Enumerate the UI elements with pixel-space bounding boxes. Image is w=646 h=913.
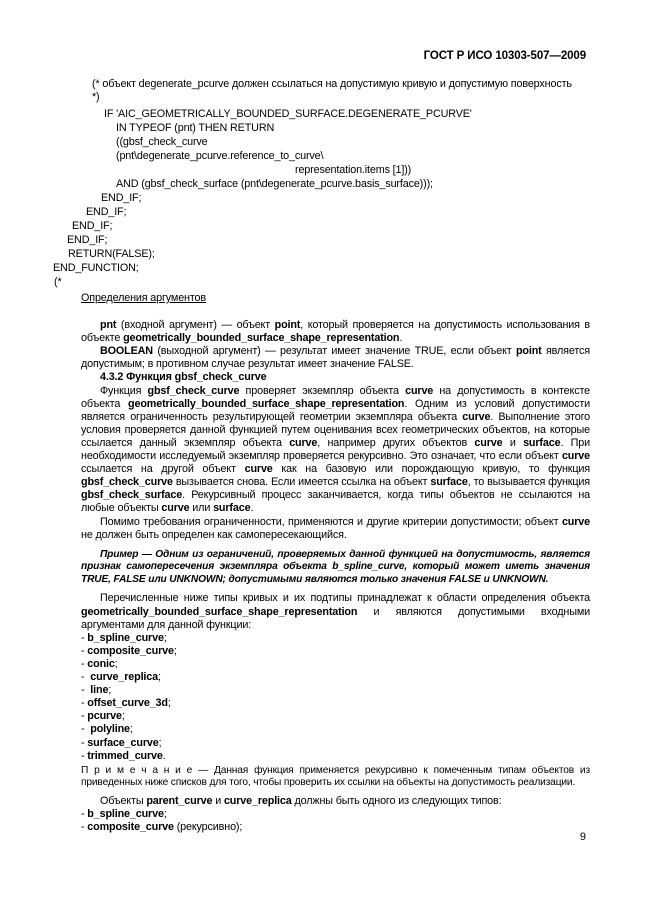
code-line: IN TYPEOF (pnt) THEN RETURN [116, 122, 275, 134]
list-item: - composite_curve (рекурсивно); [81, 821, 243, 834]
list-item: - pcurve; [81, 710, 125, 723]
list-item: - trimmed_curve. [81, 749, 166, 762]
code-line: AND (gbsf_check_surface (pnt\degenerate_pcurve.basis_surface))); [116, 178, 433, 190]
list-item: - offset_curve_3d; [81, 697, 171, 710]
list-item: - curve_replica; [81, 671, 161, 684]
code-line: END_IF; [101, 192, 142, 204]
list-item: - conic; [81, 657, 118, 670]
note-label: П р и м е ч а н и е [81, 764, 193, 776]
example-paragraph: Пример — Одним из ограничений, проверяемых данной функцией на допустимость, является признак самопересечения экземпляра объекта b_spline_curve, который может иметь значения TRUE, FALSE или UNKNOWN; допустимыми являются только значения FALSE и UNKNOWN. [81, 548, 590, 585]
list-intro: Перечисленные ниже типы кривых и их подтипы принадлежат к области определения объекта geometrically_bounded_surface_shape_representation и являются допустимыми входными аргументами для данной функции: [81, 592, 590, 631]
list-item: - b_spline_curve; [81, 631, 167, 644]
note-paragraph: П р и м е ч а н и е — Данная функция применяется рекурсивно к помеченным типам объектов из приведенных ниже списков для того, чтобы проверить их ссылки на объекты на допустимость реализации. [81, 764, 590, 789]
arg-boolean-paragraph: BOOLEAN (выходной аргумент) — результат имеет значение TRUE, если объект point является допустимым; в противном случае результат имеет значение FALSE. [81, 345, 590, 371]
function-description: Функция gbsf_check_curve проверяет экземпляр объекта curve на допустимость в контексте объекта geometrically_bounded_surface_shape_representation. Одним из условий допустимости является ограниченность результирующей геометрии экземпляра объекта curve. Выполнение этого условия проверяется данной функцией путем оценивания всех геометрических объектов, на которые ссылается данный экземпляр объекта curve, например других объектов curve и surface. При необходимости исследуемый экземпляр проверяется рекурсивно. Это означает, что если объект curve ссылается на другой объект curve как на базовую или порождающую кривую, то функция gbsf_check_curve вызывается снова. Если имеется ссылка на объект surface, то вызывается функция gbsf_check_surface. Рекурсивный процесс заканчивается, когда типы объектов не ссылаются на любые объекты curve или surface. [81, 384, 591, 515]
code-line: END_IF; [67, 234, 108, 246]
objects-paragraph: Объекты parent_curve и curve_replica должны быть одного из следующих типов: [100, 795, 502, 808]
list-item: - polyline; [81, 723, 133, 736]
curve-types-list [81, 632, 590, 763]
list-item: - composite_curve; [81, 644, 177, 657]
arg-name: pnt [100, 319, 117, 332]
code-line: (pnt\degenerate_pcurve.reference_to_curve\ [116, 150, 324, 162]
code-line: (* [54, 276, 62, 288]
list-item: - line; [81, 684, 112, 697]
code-line: *) [92, 91, 100, 103]
code-line: END_IF; [86, 206, 127, 218]
main-text [81, 292, 590, 835]
constraint-paragraph: Помимо требования ограниченности, применяются и другие критерии допустимости; объект curve не должен быть определен как самопересекающийся. [81, 515, 590, 541]
page-number: 9 [579, 831, 586, 843]
subsection-title: 4.3.2 Функция gbsf_check_curve [100, 371, 267, 384]
list-item: - surface_curve; [81, 736, 162, 749]
code-line: END_IF; [72, 220, 113, 232]
code-line: RETURN(FALSE); [68, 248, 155, 260]
standard-header: ГОСТ Р ИСО 10303-507—2009 [423, 50, 586, 62]
code-line: (* объект degenerate_pcurve должен ссылаться на допустимую кривую и допустимую поверхность [92, 78, 572, 90]
arg-name: BOOLEAN [100, 345, 153, 358]
code-line: ((gbsf_check_curve [116, 136, 208, 148]
code-line: END_FUNCTION; [53, 262, 139, 274]
code-line: representation.items [1])) [295, 164, 412, 176]
arg-pnt-paragraph: pnt (входной аргумент) — объект point, который проверяется на допустимость использования в объекте geometrically_bounded_surface_shape_representation. [81, 319, 590, 345]
section-heading: Определения аргументов [81, 292, 206, 304]
list-item: - b_spline_curve; [81, 808, 167, 821]
code-line: IF 'AIC_GEOMETRICALLY_BOUNDED_SURFACE.DEGENERATE_PCURVE' [104, 108, 472, 120]
